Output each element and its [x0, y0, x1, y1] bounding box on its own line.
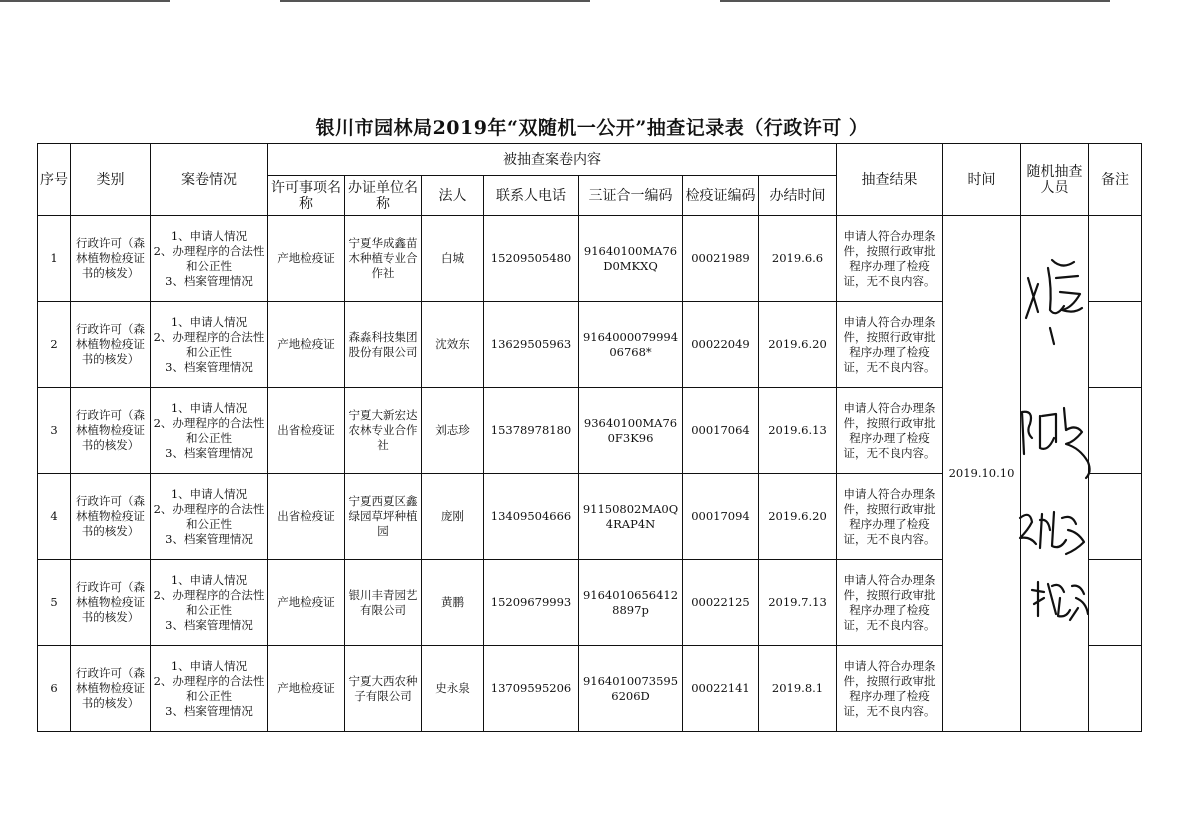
row-done-date: 2019.6.20 [759, 302, 837, 388]
inspector-signature-4 [1030, 574, 1090, 624]
row-permit: 产地检疫证 [268, 560, 345, 646]
header-legal-person: 法人 [422, 176, 484, 216]
row-done-date: 2019.6.13 [759, 388, 837, 474]
row-case-status [151, 302, 268, 388]
inspector-signature-1 [1022, 248, 1088, 348]
case-line: 1、申请人情况 [170, 572, 248, 587]
row-case-status [151, 646, 268, 732]
case-line: 2、办理程序的合法性和公正性 [153, 243, 265, 273]
case-line: 2、办理程序的合法性和公正性 [153, 329, 265, 359]
header-inspector: 随机抽查人员 [1021, 144, 1089, 216]
row-cert-no: 00022141 [683, 646, 759, 732]
case-line: 2、办理程序的合法性和公正性 [153, 673, 265, 703]
header-result: 抽查结果 [837, 144, 943, 216]
case-line: 1、申请人情况 [170, 486, 248, 501]
row-cert-no: 00017064 [683, 388, 759, 474]
row-category: 行政许可（森林植物检疫证书的核发） [71, 302, 151, 388]
scan-edge-center [280, 0, 590, 2]
header-uscc: 三证合一编码 [579, 176, 683, 216]
row-seq: 5 [38, 560, 71, 646]
row-legal-person: 史永泉 [422, 646, 484, 732]
inspection-record-table [37, 143, 1142, 732]
row-uscc: 91640106564128897p [579, 560, 683, 646]
inspection-time: 2019.10.10 [943, 216, 1021, 732]
row-remark [1089, 216, 1142, 302]
row-case-status [151, 560, 268, 646]
row-permit: 产地检疫证 [268, 302, 345, 388]
row-unit: 森淼科技集团股份有限公司 [345, 302, 422, 388]
inspector-signature-2 [1016, 398, 1100, 480]
row-case-status [151, 216, 268, 302]
case-line: 1、申请人情况 [170, 228, 248, 243]
row-legal-person: 庞刚 [422, 474, 484, 560]
row-done-date: 2019.6.20 [759, 474, 837, 560]
row-result: 申请人符合办理条件，按照行政审批程序办理了检疫证，无不良内容。 [837, 302, 943, 388]
row-legal-person: 白城 [422, 216, 484, 302]
row-uscc: 91150802MA0Q4RAP4N [579, 474, 683, 560]
row-category: 行政许可（森林植物检疫证书的核发） [71, 474, 151, 560]
header-remark: 备注 [1089, 144, 1142, 216]
row-uscc: 91640100735956206D [579, 646, 683, 732]
header-case-status: 案卷情况 [151, 144, 268, 216]
case-line: 3、档案管理情况 [165, 445, 253, 460]
row-done-date: 2019.7.13 [759, 560, 837, 646]
row-cert-no: 00022125 [683, 560, 759, 646]
row-cert-no: 00022049 [683, 302, 759, 388]
row-phone: 15209679993 [484, 560, 579, 646]
header-seq: 序号 [38, 144, 71, 216]
header-category: 类别 [71, 144, 151, 216]
row-category: 行政许可（森林植物检疫证书的核发） [71, 216, 151, 302]
case-line: 3、档案管理情况 [165, 617, 253, 632]
header-inspected-content: 被抽查案卷内容 [268, 144, 837, 176]
row-phone: 13629505963 [484, 302, 579, 388]
row-result: 申请人符合办理条件，按照行政审批程序办理了检疫证，无不良内容。 [837, 474, 943, 560]
row-phone: 13409504666 [484, 474, 579, 560]
row-result: 申请人符合办理条件，按照行政审批程序办理了检疫证，无不良内容。 [837, 388, 943, 474]
inspector-signature-3 [1016, 500, 1090, 562]
case-line: 1、申请人情况 [170, 400, 248, 415]
row-seq: 3 [38, 388, 71, 474]
row-seq: 1 [38, 216, 71, 302]
row-legal-person: 沈效东 [422, 302, 484, 388]
row-result: 申请人符合办理条件，按照行政审批程序办理了检疫证，无不良内容。 [837, 646, 943, 732]
row-phone: 13709595206 [484, 646, 579, 732]
row-permit: 产地检疫证 [268, 646, 345, 732]
case-line: 1、申请人情况 [170, 658, 248, 673]
row-permit: 出省检疫证 [268, 474, 345, 560]
table-row [38, 216, 1142, 302]
row-remark [1089, 302, 1142, 388]
row-case-status [151, 474, 268, 560]
page-title: 银川市园林局2019年“双随机一公开”抽查记录表（行政许可 ） [315, 117, 869, 139]
row-done-date: 2019.8.1 [759, 646, 837, 732]
case-line: 3、档案管理情况 [165, 703, 253, 718]
case-line: 2、办理程序的合法性和公正性 [153, 587, 265, 617]
row-unit: 宁夏华成鑫苗木种植专业合作社 [345, 216, 422, 302]
row-phone: 15209505480 [484, 216, 579, 302]
row-unit: 银川丰青园艺有限公司 [345, 560, 422, 646]
case-line: 3、档案管理情况 [165, 273, 253, 288]
header-permit-name: 许可事项名称 [268, 176, 345, 216]
case-line: 1、申请人情况 [170, 314, 248, 329]
row-uscc: 93640100MA760F3K96 [579, 388, 683, 474]
scan-edge-right [720, 0, 1110, 2]
row-result: 申请人符合办理条件，按照行政审批程序办理了检疫证，无不良内容。 [837, 216, 943, 302]
row-phone: 15378978180 [484, 388, 579, 474]
row-remark [1089, 560, 1142, 646]
row-case-status [151, 388, 268, 474]
row-unit: 宁夏大西农种子有限公司 [345, 646, 422, 732]
case-line: 2、办理程序的合法性和公正性 [153, 501, 265, 531]
row-uscc: 916400007999406768* [579, 302, 683, 388]
row-done-date: 2019.6.6 [759, 216, 837, 302]
row-cert-no: 00021989 [683, 216, 759, 302]
header-done-date: 办结时间 [759, 176, 837, 216]
case-line: 3、档案管理情况 [165, 531, 253, 546]
row-legal-person: 刘志珍 [422, 388, 484, 474]
row-legal-person: 黄鹏 [422, 560, 484, 646]
row-seq: 6 [38, 646, 71, 732]
row-remark [1089, 646, 1142, 732]
row-category: 行政许可（森林植物检疫证书的核发） [71, 560, 151, 646]
row-unit: 宁夏西夏区鑫绿园草坪种植园 [345, 474, 422, 560]
header-time: 时间 [943, 144, 1021, 216]
header-cert-no: 检疫证编码 [683, 176, 759, 216]
row-unit: 宁夏大新宏达农林专业合作社 [345, 388, 422, 474]
header-phone: 联系人电话 [484, 176, 579, 216]
scan-edge-left [0, 0, 170, 2]
case-line: 3、档案管理情况 [165, 359, 253, 374]
row-category: 行政许可（森林植物检疫证书的核发） [71, 646, 151, 732]
row-result: 申请人符合办理条件，按照行政审批程序办理了检疫证，无不良内容。 [837, 560, 943, 646]
row-permit: 出省检疫证 [268, 388, 345, 474]
header-issuer-name: 办证单位名称 [345, 176, 422, 216]
row-cert-no: 00017094 [683, 474, 759, 560]
row-uscc: 91640100MA76D0MKXQ [579, 216, 683, 302]
row-category: 行政许可（森林植物检疫证书的核发） [71, 388, 151, 474]
case-line: 2、办理程序的合法性和公正性 [153, 415, 265, 445]
row-permit: 产地检疫证 [268, 216, 345, 302]
row-seq: 2 [38, 302, 71, 388]
row-remark [1089, 474, 1142, 560]
row-seq: 4 [38, 474, 71, 560]
